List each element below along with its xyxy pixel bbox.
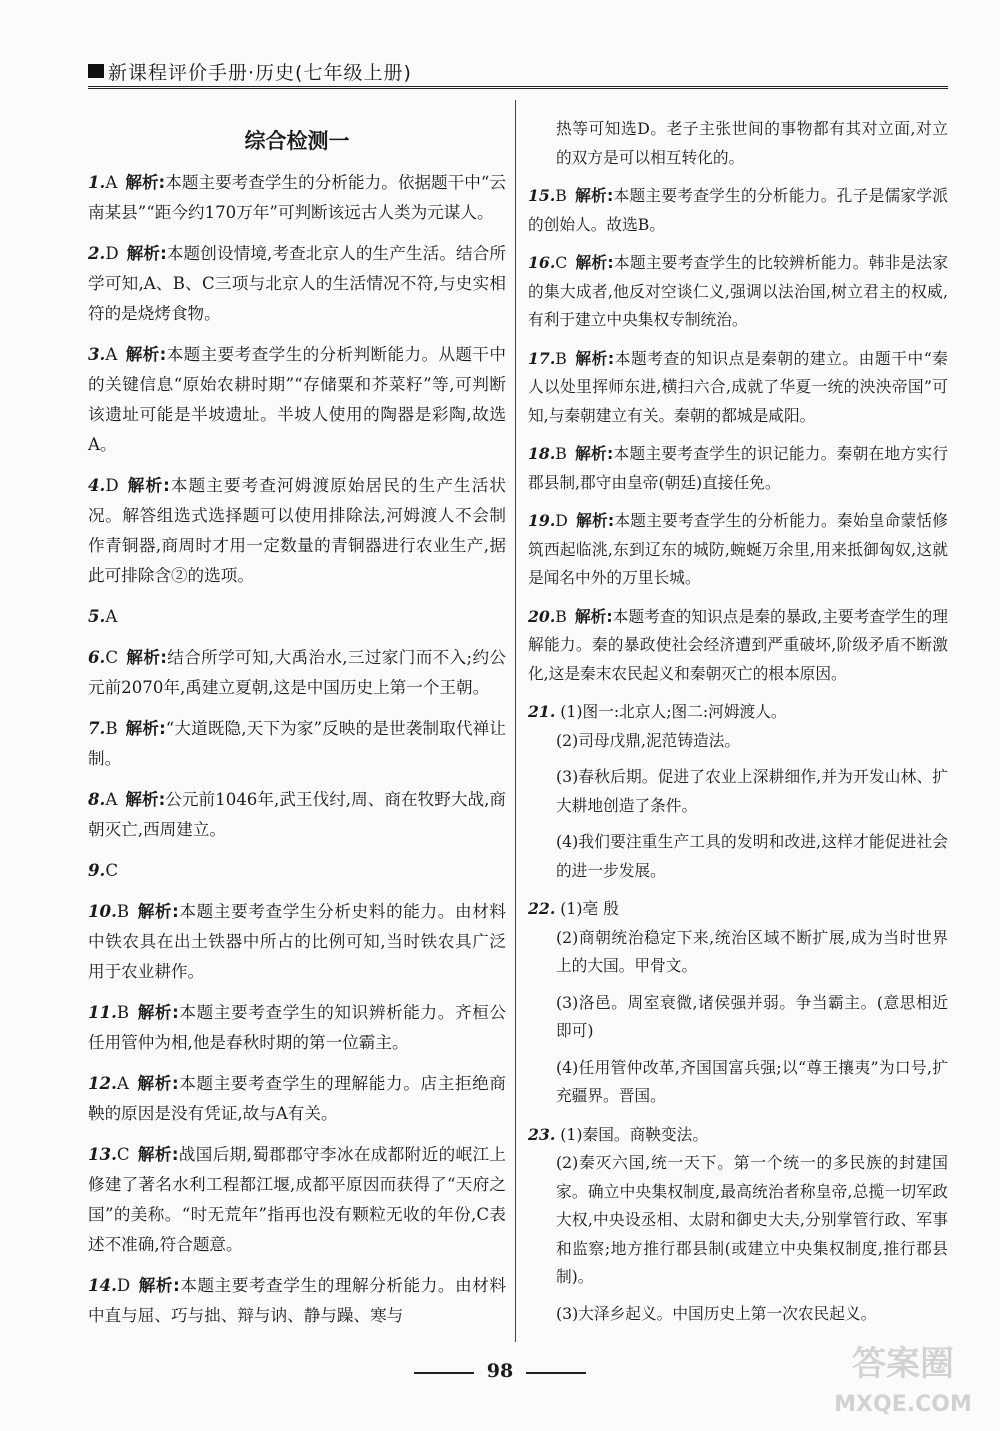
left-answer-list	[88, 167, 506, 1331]
analysis-text: 本题主要考查学生的识记能力。秦朝在地方实行郡县制,郡守由皇帝(朝廷)直接任免。	[528, 444, 949, 492]
header-square-icon	[88, 64, 104, 78]
answer-choice: A	[116, 1074, 129, 1093]
answer-item	[88, 896, 506, 987]
answer-choice: B	[116, 1003, 130, 1022]
answer-number: 15.	[528, 186, 556, 205]
answer-number: 21.	[528, 702, 556, 721]
header-rule	[88, 86, 948, 89]
answer-number: 13.	[88, 1144, 117, 1164]
answer-number: 12.	[88, 1073, 117, 1093]
answer-23	[528, 1121, 948, 1329]
answer-choice: C	[105, 648, 119, 667]
answer-item	[88, 601, 506, 632]
answer-item	[528, 603, 948, 689]
answer-number: 18.	[528, 444, 556, 463]
answer-item	[88, 997, 506, 1058]
analysis-text: 本题主要考查学生的分析能力。依据题干中“云南某县”“距今约170万年”可判断该远古人类为元谋人。	[88, 173, 506, 222]
answer-number: 20.	[528, 606, 556, 626]
answer-number: 7.	[88, 718, 106, 738]
answer-choice: A	[105, 607, 118, 626]
answer-item	[528, 182, 948, 239]
answer-item	[528, 345, 948, 431]
answer-number: 22.	[528, 899, 556, 918]
analysis-text: 本题主要考查学生的理解分析能力。由材料中直与屈、巧与拙、辩与讷、静与躁、寒与	[88, 1276, 507, 1325]
footer-ornament-right	[526, 1372, 586, 1374]
column-divider	[515, 100, 516, 1342]
analysis-text: 本题主要考查学生的分析判断能力。从题干中的关键信息“原始农耕时期”“存储粟和芥菜籽”等,可判断该遗址可能是半坡遗址。半坡人使用的陶器是彩陶,故选A。	[88, 345, 506, 454]
analysis-label: 解析:	[574, 606, 613, 626]
header-title: 新课程评价手册·历史(七年级上册)	[108, 62, 412, 84]
answer-choice: D	[105, 476, 119, 495]
answer-choice: A	[105, 345, 118, 364]
answer-choice: C	[105, 861, 119, 880]
answer-14-continuation: 热等可知选D。老子主张世间的事物都有其对立面,对立的双方是可以相互转化的。	[556, 119, 948, 167]
answer-number: 8.	[88, 789, 106, 809]
analysis-label: 解析:	[138, 1276, 180, 1295]
analysis-label: 解析:	[126, 648, 167, 667]
answer-part: (4)任用管仲改革,齐国国富兵强;以“尊王攘夷”为口号,扩充疆界。晋国。	[556, 1057, 948, 1105]
answer-number: 4.	[88, 475, 106, 495]
analysis-label: 解析:	[137, 902, 179, 921]
watermark-text-url: MXQE.COM	[834, 1392, 972, 1417]
right-column	[528, 115, 948, 1338]
analysis-label: 解析:	[574, 348, 615, 368]
answer-number: 2.	[88, 243, 106, 263]
page-number: 98	[486, 1360, 514, 1382]
analysis-text: 本题考查的知识点是秦朝的建立。由题干中“秦人以处里挥师东进,横扫六合,成就了华夏一统的泱泱帝国”可知,与秦朝建立有关。秦朝的都城是咸阳。	[528, 348, 948, 425]
answer-choice: B	[555, 348, 567, 368]
analysis-text: 本题创设情境,考查北京人的生产生活。结合所学可知,A、B、C三项与北京人的生活情况不符,与史实相符的是烧烤食物。	[88, 244, 506, 323]
analysis-text: 公元前1046年,武王伐纣,周、商在牧野大战,商朝灭亡,西周建立。	[88, 790, 506, 839]
answer-number: 3.	[88, 344, 106, 364]
analysis-label: 解析:	[125, 719, 166, 738]
answer-item	[88, 470, 506, 591]
analysis-text: 本题主要考查学生的比较辨析能力。韩非是法家的集大成者,他反对空谈仁义,强调以法治国,树立君主的权威,有利于建立中央集权专制统治。	[528, 253, 949, 329]
left-column	[88, 115, 506, 1341]
answer-part: (3)洛邑。周室衰微,诸侯强并弱。争当霸主。(意思相近即可)	[556, 992, 948, 1040]
analysis-label: 解析:	[125, 345, 167, 364]
answer-item	[88, 167, 506, 228]
right-answer-list	[528, 182, 948, 688]
analysis-text: 本题主要考查河姆渡原始居民的生产生活状况。解答组选式选择题可以使用排除法,河姆渡人不会制作青铜器,商周时才用一定数量的青铜器进行农业生产,据此可排除含②的选项。	[88, 476, 507, 585]
answer-number: 23.	[528, 1124, 556, 1144]
analysis-label: 解析:	[137, 1003, 179, 1022]
answer-choice: D	[555, 511, 568, 530]
answer-number: 5.	[88, 606, 106, 626]
answer-part: (1)亳 殷	[560, 899, 619, 918]
footer-ornament-left	[414, 1372, 474, 1374]
analysis-label: 解析:	[126, 476, 170, 495]
analysis-label: 解析:	[136, 1074, 179, 1093]
analysis-label: 解析:	[575, 253, 614, 272]
analysis-label: 解析:	[574, 444, 614, 463]
analysis-text: 本题主要考查学生分析史料的能力。由材料中铁农具在出土铁器中所占的比例可知,当时铁农具广泛用于农业耕作。	[88, 902, 507, 981]
analysis-text: “大道既隐,天下为家”反映的是世袭制取代禅让制。	[88, 719, 506, 768]
answer-number: 14.	[88, 1275, 117, 1295]
answer-item	[88, 1270, 506, 1331]
answer-item	[88, 1068, 506, 1129]
answer-number: 6.	[88, 647, 106, 667]
analysis-text: 本题主要考查学生的知识辨析能力。齐桓公任用管仲为相,他是春秋时期的第一位霸主。	[88, 1003, 507, 1052]
watermark-text-cn: 答案圈	[852, 1344, 954, 1384]
answer-item	[88, 238, 506, 329]
answer-part: (2)司母戊鼎,泥范铸造法。	[556, 730, 741, 750]
answer-part: (2)秦灭六国,统一天下。第一个统一的多民族的封建国家。确立中央集权制度,最高统治者称皇帝,总揽一切军政大权,中央设丞相、太尉和御史大夫,分别掌管行政、军事和监察;地方推行郡县制(或建立中央集权制度,推行郡县制)。	[556, 1153, 948, 1286]
answer-choice: B	[555, 606, 567, 626]
analysis-text: 本题主要考查学生的理解能力。店主拒绝商鞅的原因是没有凭证,故与A有关。	[88, 1074, 507, 1123]
answer-choice: B	[116, 902, 130, 921]
answer-choice: C	[555, 253, 568, 272]
answer-item	[88, 713, 506, 774]
answer-part: (1)图一:北京人;图二:河姆渡人。	[560, 702, 787, 721]
answer-number: 9.	[88, 860, 106, 880]
answer-number: 19.	[528, 511, 556, 530]
answer-part: (3)大泽乡起义。中国历史上第一次农民起义。	[556, 1303, 877, 1323]
analysis-label: 解析:	[575, 511, 615, 530]
answer-item	[88, 1139, 506, 1260]
answer-item	[528, 440, 948, 497]
analysis-label: 解析:	[126, 244, 167, 263]
answer-number: 11.	[88, 1002, 117, 1022]
answer-choice: A	[105, 790, 118, 809]
answer-item	[528, 249, 948, 335]
answer-choice: B	[555, 444, 567, 463]
analysis-text: 本题考查的知识点是秦的暴政,主要考查学生的理解能力。秦的暴政使社会经济遭到严重破坏,阶级矛盾不断激化,这是秦末农民起义和秦朝灭亡的根本原因。	[528, 606, 948, 683]
answer-item	[88, 642, 506, 703]
answer-choice: B	[555, 186, 567, 205]
answer-part: (4)我们要注重生产工具的发明和改进,这样才能促进社会的进一步发展。	[556, 832, 948, 880]
analysis-label: 解析:	[574, 186, 614, 205]
answer-number: 16.	[528, 253, 556, 272]
answer-22	[528, 895, 948, 1111]
section-title: 综合检测一	[244, 129, 350, 153]
answer-item	[88, 784, 506, 845]
answer-number: 10.	[88, 901, 117, 921]
answer-choice: A	[105, 173, 118, 192]
answer-21	[528, 698, 948, 885]
analysis-label: 解析:	[125, 790, 166, 809]
page-header	[88, 56, 948, 90]
answer-item	[88, 339, 506, 460]
watermark-logo	[828, 1333, 978, 1423]
analysis-text: 战国后期,蜀郡郡守李冰在成都附近的岷江上修建了著名水利工程都江堰,成都平原因而获得了“天府之国”的美称。“时无荒年”指再也没有颗粒无收的年份,C表述不准确,符合题意。	[88, 1145, 506, 1254]
answer-part: (1)秦国。商鞅变法。	[560, 1124, 709, 1144]
answer-choice: D	[105, 244, 119, 263]
analysis-text: 本题主要考查学生的分析能力。秦始皇命蒙恬修筑西起临洮,东到辽东的城防,蜿蜒万余里,用来抵御匈奴,这就是闻名中外的万里长城。	[528, 511, 948, 587]
analysis-label: 解析:	[125, 173, 166, 192]
answer-choice: C	[116, 1145, 130, 1164]
analysis-text: 本题主要考查学生的分析能力。孔子是儒家学派的创始人。故选B。	[528, 186, 949, 234]
answer-choice: B	[105, 719, 118, 738]
answer-number: 17.	[528, 348, 556, 368]
answer-part: (2)商朝统治稳定下来,统治区域不断扩展,成为当时世界上的大国。甲骨文。	[556, 927, 948, 975]
answer-item	[88, 855, 506, 886]
analysis-text: 结合所学可知,大禹治水,三过家门而不入;约公元前2070年,禹建立夏朝,这是中国历史上第一个王朝。	[88, 648, 506, 697]
answer-choice: D	[116, 1276, 131, 1295]
analysis-label: 解析:	[137, 1145, 179, 1164]
answer-part: (3)春秋后期。促进了农业上深耕细作,并为开发山林、扩大耕地创造了条件。	[556, 767, 948, 815]
answer-item	[528, 507, 948, 593]
answer-number: 1.	[88, 172, 106, 192]
